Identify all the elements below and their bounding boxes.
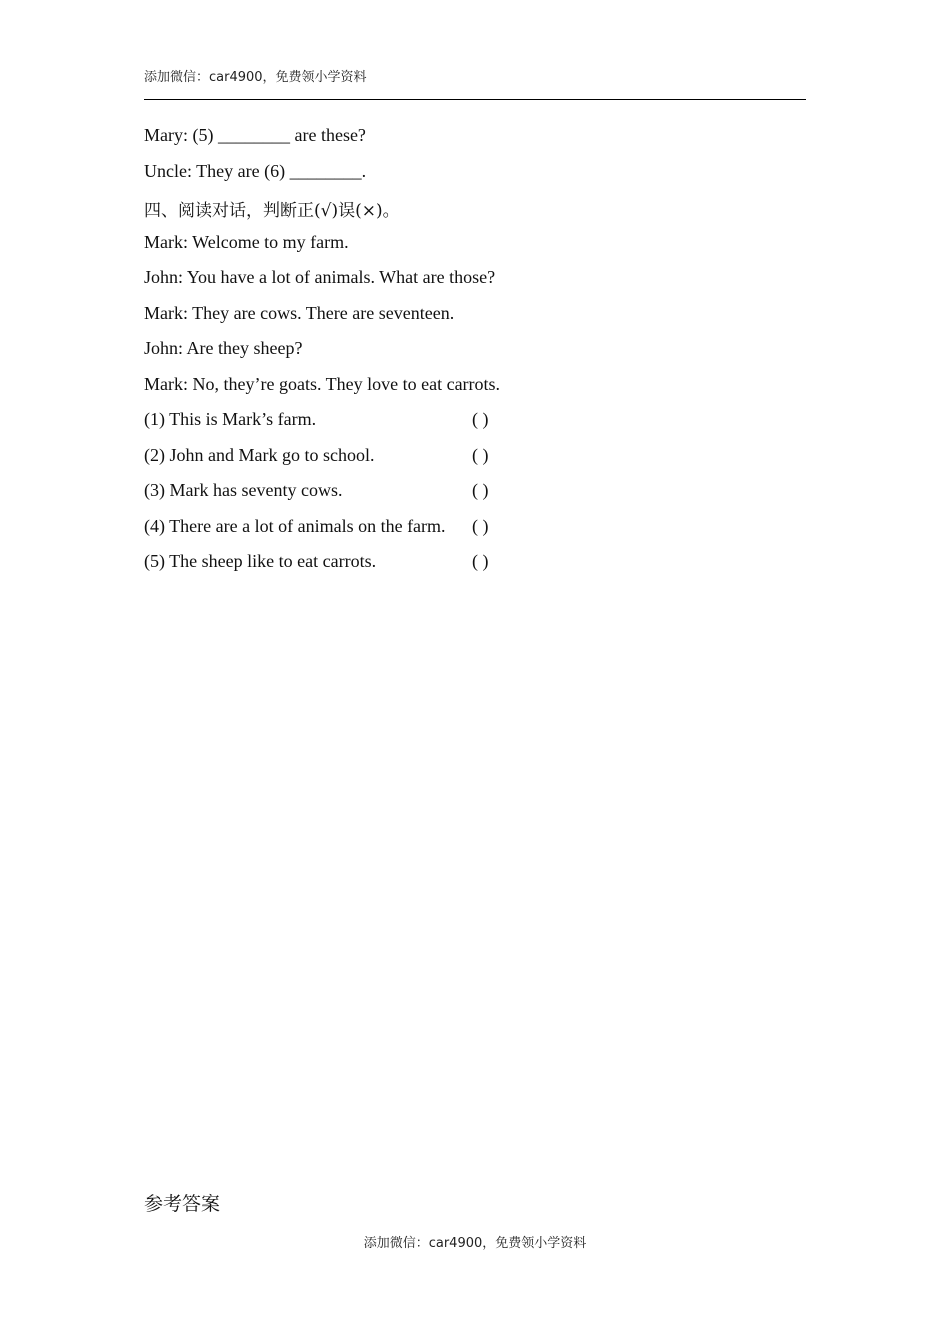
dialogue-line-mary: Mary: (5) ________ are these?	[144, 125, 366, 145]
question-text: (1) This is Mark’s farm.	[144, 409, 317, 429]
answers-heading: 参考答案	[144, 1193, 221, 1215]
answer-paren[interactable]: ( )	[472, 445, 489, 465]
dialogue-line: Mark: They are cows. There are seventeen.	[144, 303, 455, 323]
question-text: (2) John and Mark go to school.	[144, 445, 375, 465]
page-header-text: 添加微信：car4900，免费领小学资料	[144, 70, 367, 85]
answer-paren[interactable]: ( )	[472, 516, 489, 536]
answer-paren[interactable]: ( )	[472, 409, 489, 429]
page-footer-text: 添加微信：car4900，免费领小学资料	[363, 1236, 587, 1251]
question-text: (4) There are a lot of animals on the farm.	[144, 516, 446, 536]
dialogue-line: Mark: No, they’re goats. They love to eat carrots.	[144, 374, 501, 394]
header-divider	[144, 99, 806, 100]
dialogue-line-uncle: Uncle: They are (6) ________.	[144, 161, 367, 181]
answer-paren[interactable]: ( )	[472, 480, 489, 500]
question-text: (5) The sheep like to eat carrots.	[144, 551, 377, 571]
dialogue-line: Mark: Welcome to my farm.	[144, 232, 349, 252]
dialogue-line: John: You have a lot of animals. What are those?	[144, 267, 496, 287]
answer-paren[interactable]: ( )	[472, 551, 489, 571]
question-text: (3) Mark has seventy cows.	[144, 480, 343, 500]
dialogue-line: John: Are they sheep?	[144, 338, 303, 358]
section-title: 四、阅读对话，判断正(√)误(×)。	[144, 201, 400, 221]
